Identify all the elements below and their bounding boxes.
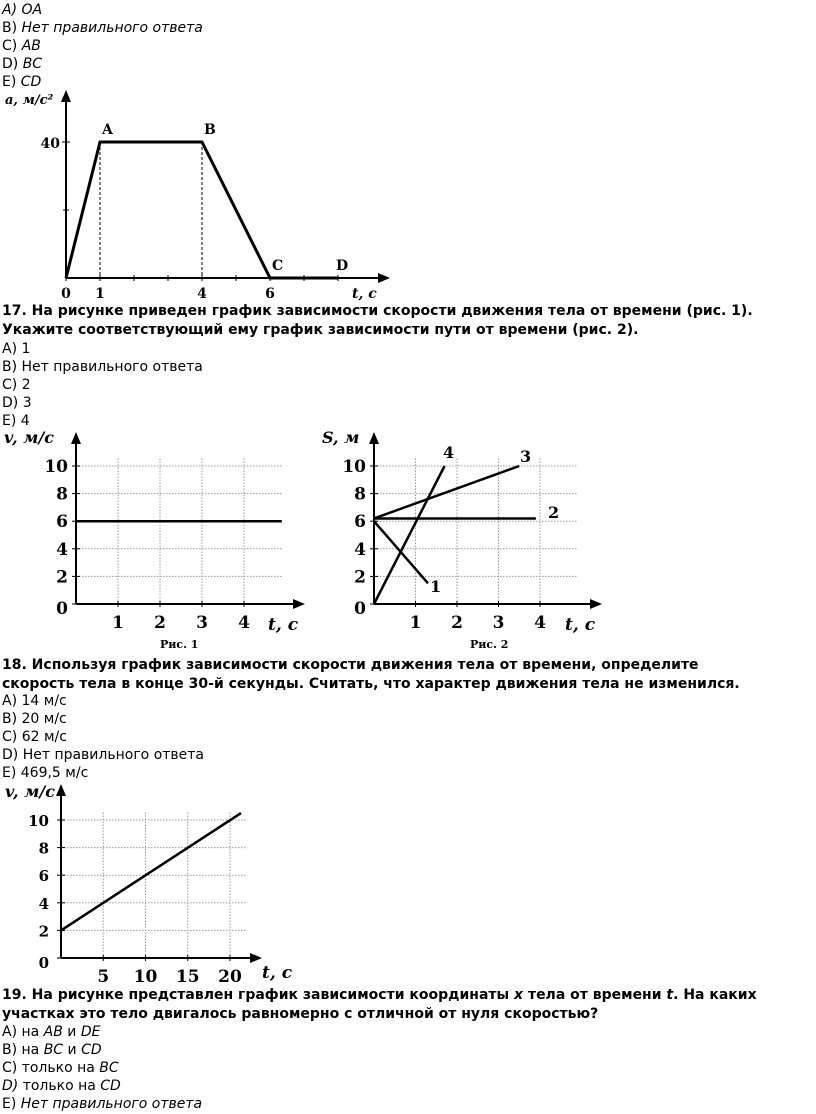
y-tick-label: 0: [354, 599, 366, 619]
y-tick-label: 8: [38, 839, 49, 858]
figure-caption: Рис. 1: [160, 638, 199, 651]
x-tick-label: 3: [492, 613, 505, 633]
y-tick-label: 6: [354, 512, 366, 533]
answer-letter: D): [2, 56, 23, 72]
series-line-v: [61, 813, 241, 930]
y-tick-label: 40: [40, 136, 60, 152]
y-tick-label: 2: [56, 567, 68, 588]
x-tick-label: 4: [534, 613, 546, 633]
x-axis-label: t, с: [268, 615, 299, 635]
point-label-A: A: [102, 122, 113, 138]
y-axis-label: S, м: [322, 428, 360, 447]
answer-text: AB: [21, 38, 41, 54]
y-axis-arrow: [61, 90, 71, 102]
q19-answer-e[interactable]: E) Нет правильного ответа: [2, 1096, 203, 1112]
q18-answer-c[interactable]: C) 62 м/с: [2, 729, 67, 745]
x-tick-label: 20: [218, 967, 242, 987]
point-label-B: B: [204, 122, 216, 138]
answer-letter: B): [2, 20, 22, 36]
q17-answer-c[interactable]: C) 2: [2, 377, 31, 393]
y-tick-label: 6: [56, 512, 68, 533]
y-axis-label: a, м/с²: [5, 93, 54, 108]
figure-caption: Рис. 2: [470, 638, 509, 651]
x-tick-label: 5: [97, 967, 110, 987]
y-axis-arrow: [56, 784, 66, 796]
point-label-C: C: [272, 258, 284, 274]
series-label: 2: [548, 503, 560, 522]
y-axis-arrow: [71, 432, 81, 444]
x-tick-label: 2: [451, 613, 463, 633]
y-tick-label: 10: [342, 457, 366, 477]
series-label: 1: [430, 577, 442, 596]
answer-text: Нет правильного ответа: [21, 20, 203, 36]
q19-answer-c[interactable]: C) только на BC: [2, 1060, 119, 1076]
y-tick-label: 4: [354, 539, 366, 560]
q18-answer-e[interactable]: E) 469,5 м/с: [2, 765, 89, 781]
q19-text-1: 19. На рисунке представлен график зависимости координаты x тела от времени t. На каких: [2, 987, 757, 1003]
q19-answer-a[interactable]: A) на AB и DE: [2, 1024, 101, 1040]
answer-text: CD: [20, 74, 42, 90]
y-axis-label: v, м/с: [5, 782, 55, 801]
q18-answer-a[interactable]: A) 14 м/с: [2, 693, 67, 709]
q18-text-1: 18. Используя график зависимости скорости движения тела от времени, определите: [2, 657, 699, 673]
series-line-3: [374, 466, 519, 518]
y-tick-label: 0: [38, 954, 49, 972]
y-tick-label: 2: [38, 922, 49, 941]
answer-letter: E): [2, 74, 21, 90]
series-label: 4: [443, 443, 455, 462]
series-label: 3: [520, 447, 532, 466]
y-axis-arrow: [369, 432, 379, 444]
x-tick-label: 15: [175, 967, 200, 987]
q17-answer-b[interactable]: B) Нет правильного ответа: [2, 359, 203, 375]
y-tick-label: 2: [354, 567, 366, 588]
y-tick-label: 10: [28, 812, 49, 830]
x-tick-label: 1: [95, 286, 105, 302]
x-tick-label: 0: [61, 286, 71, 302]
x-tick-label: 1: [112, 613, 124, 633]
y-tick-label: 8: [354, 484, 366, 505]
q19-answer-d[interactable]: D) только на CD: [2, 1078, 121, 1094]
x-tick-label: 1: [409, 613, 422, 633]
x-axis-arrow: [590, 599, 602, 609]
x-tick-label: 2: [154, 613, 166, 633]
q17-answer-a[interactable]: A) 1: [2, 341, 31, 357]
q17-answer-d[interactable]: D) 3: [2, 395, 32, 411]
q17-text-1: 17. На рисунке приведен график зависимости скорости движения тела от времени (рис. 1).: [2, 303, 753, 319]
x-axis-arrow: [250, 953, 262, 963]
q18-answer-b[interactable]: B) 20 м/с: [2, 711, 67, 727]
q18-answer-d[interactable]: D) Нет правильного ответа: [2, 747, 205, 763]
x-tick-label: 3: [196, 613, 208, 633]
x-tick-label: 4: [238, 613, 250, 633]
answer-letter: C): [2, 38, 22, 54]
answer-letter: A): [2, 2, 22, 18]
answer-text: BC: [22, 56, 43, 72]
x-axis-arrow: [293, 599, 305, 609]
x-axis-arrow: [378, 273, 390, 283]
q17-text-2: Укажите соответствующий ему график зависимости пути от времени (рис. 2).: [2, 322, 639, 338]
y-tick-label: 6: [38, 867, 49, 886]
answer-text: OA: [21, 2, 43, 18]
x-tick-label: 10: [133, 967, 158, 987]
y-tick-label: 4: [56, 539, 68, 560]
y-tick-label: 8: [56, 484, 68, 505]
x-axis-label: t, с: [565, 615, 596, 635]
q18-text-2: скорость тела в конце 30-й секунды. Считать, что характер движения тела не изменился.: [2, 676, 740, 692]
x-axis-label: t, с: [262, 963, 293, 983]
y-tick-label: 0: [56, 599, 68, 619]
q19-answer-b[interactable]: B) на BC и CD: [2, 1042, 102, 1058]
y-tick-label: 4: [38, 894, 49, 913]
x-tick-label: 4: [197, 286, 207, 302]
x-tick-label: 6: [265, 286, 275, 302]
q17-answer-e[interactable]: E) 4: [2, 413, 30, 429]
x-axis-label: t, с: [352, 286, 377, 302]
q19-text-2: участках это тело двигалось равномерно с отличной от нуля скоростью?: [2, 1006, 599, 1022]
y-tick-label: 10: [44, 457, 68, 477]
y-axis-label: v, м/с: [4, 428, 54, 447]
point-label-D: D: [336, 258, 349, 274]
